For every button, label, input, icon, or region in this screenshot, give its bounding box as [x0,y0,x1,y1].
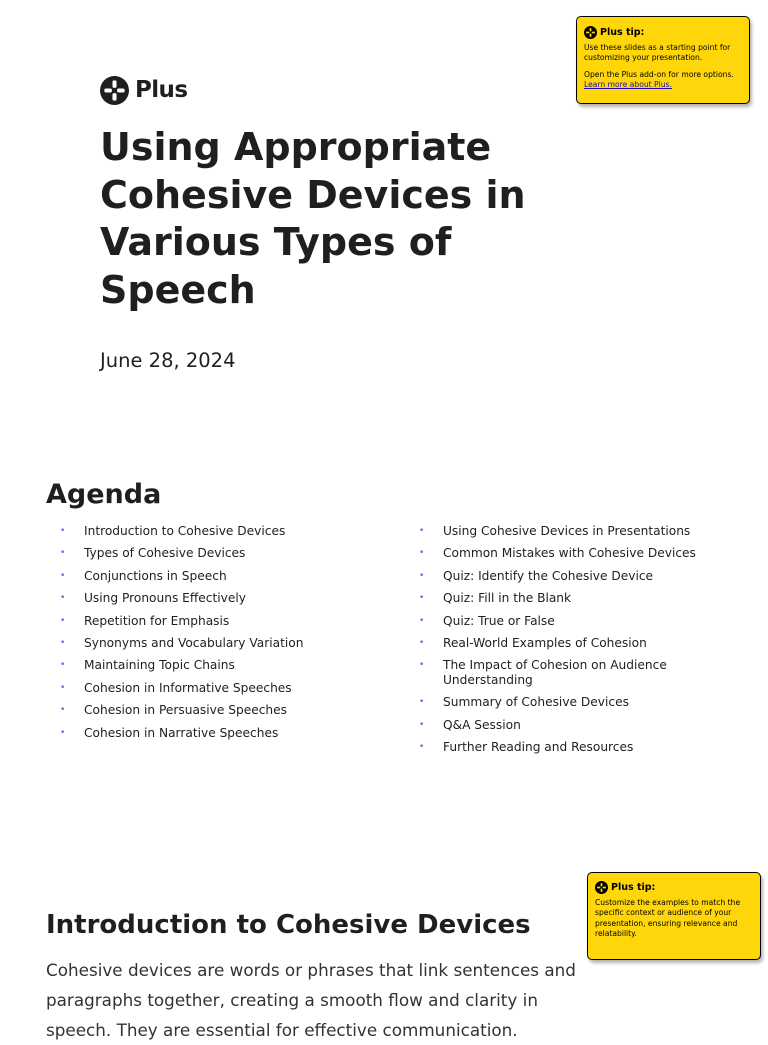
bullet-icon: • [419,697,425,708]
agenda-item-label: Maintaining Topic Chains [84,658,235,673]
plus-logo-icon [584,26,597,39]
agenda-item [419,569,719,584]
agenda-item [419,591,719,606]
agenda-item [60,546,390,561]
agenda-item-label: Repetition for Emphasis [84,613,230,628]
bullet-icon: • [419,742,425,753]
tip-title: Plus tip: [611,881,656,893]
agenda-item [60,591,390,606]
bullet-icon: • [419,548,425,559]
agenda-item [60,726,390,741]
presentation-title: Using Appropriate Cohesive Devices in Various Types of Speech [100,125,526,312]
agenda-list-left [60,524,390,748]
brand-logo [100,75,187,105]
tip-header [595,881,753,894]
bullet-icon: • [419,719,425,730]
agenda-item [419,658,719,687]
agenda-item-label: Q&A Session [443,717,521,732]
agenda-item [419,740,719,755]
bullet-icon: • [419,526,425,536]
agenda-item-label: Cohesion in Informative Speeches [84,680,292,695]
bullet-icon: • [60,593,66,604]
bullet-icon: • [60,548,66,559]
agenda-item-label: Using Cohesive Devices in Presentations [443,524,691,538]
agenda-item-label: Conjunctions in Speech [84,568,227,583]
agenda-item-label: Synonyms and Vocabulary Variation [84,635,304,650]
section-body: Cohesive devices are words or phrases that link sentences and paragraphs together, creating a smooth flow and clarity in speech. They are essential for effective communication. [46,960,576,1040]
bullet-icon: • [419,615,425,626]
agenda-item-label: Cohesion in Narrative Speeches [84,725,279,740]
agenda-item-label: Using Pronouns Effectively [84,591,246,606]
agenda-item-label: Types of Cohesive Devices [84,546,246,561]
agenda-item [60,614,390,629]
agenda-item [419,718,719,733]
agenda-item [419,524,719,539]
bullet-icon: • [60,660,66,671]
agenda-list-right [419,524,719,762]
bullet-icon: • [60,682,66,693]
agenda-item [60,681,390,696]
agenda-item [419,695,719,710]
agenda-item-label: The Impact of Cohesion on Audience Understanding [443,658,667,687]
agenda-item-label: Quiz: True or False [443,613,555,628]
plus-tip-note [576,16,750,104]
agenda-heading: Agenda [46,479,162,510]
bullet-icon: • [60,615,66,626]
section-heading: Introduction to Cohesive Devices [46,910,531,940]
agenda-item [60,569,390,584]
bullet-icon: • [419,637,425,648]
bullet-icon: • [60,526,66,536]
tip-text [584,70,742,91]
tip-text-span: Open the Plus add-on for more options. [584,69,734,79]
plus-tip-note [587,872,761,960]
bullet-icon: • [419,593,425,604]
agenda-item-label: Quiz: Fill in the Blank [443,591,572,606]
agenda-item [60,703,390,718]
agenda-item [419,614,719,629]
bullet-icon: • [419,660,425,671]
bullet-icon: • [60,570,66,581]
agenda-item-label: Introduction to Cohesive Devices [84,524,286,538]
tip-title: Plus tip: [600,26,645,38]
agenda-item [419,636,719,651]
brand-name: Plus [135,77,188,103]
agenda-item-label: Further Reading and Resources [443,740,634,755]
agenda-item-label: Common Mistakes with Cohesive Devices [443,546,696,561]
bullet-icon: • [60,727,66,738]
presentation-date: June 28, 2024 [100,349,236,372]
agenda-item [60,658,390,673]
agenda-item-label: Real-World Examples of Cohesion [443,635,647,650]
plus-logo-icon [100,76,129,105]
tip-text: Customize the examples to match the specific context or audience of your presentation, ensuring relevance and relatability. [595,898,741,939]
bullet-icon: • [60,637,66,648]
plus-logo-icon [595,881,608,894]
learn-more-link[interactable]: Learn more about Plus. [584,80,672,90]
tip-text: Use these slides as a starting point for customizing your presentation. [584,43,731,63]
agenda-item-label: Cohesion in Persuasive Speeches [84,703,287,718]
agenda-item-label: Quiz: Identify the Cohesive Device [443,568,654,583]
bullet-icon: • [60,705,66,716]
agenda-item [419,546,719,561]
agenda-item [60,524,390,539]
bullet-icon: • [419,570,425,581]
agenda-item-label: Summary of Cohesive Devices [443,695,629,710]
tip-header [584,26,742,39]
agenda-item [60,636,390,651]
